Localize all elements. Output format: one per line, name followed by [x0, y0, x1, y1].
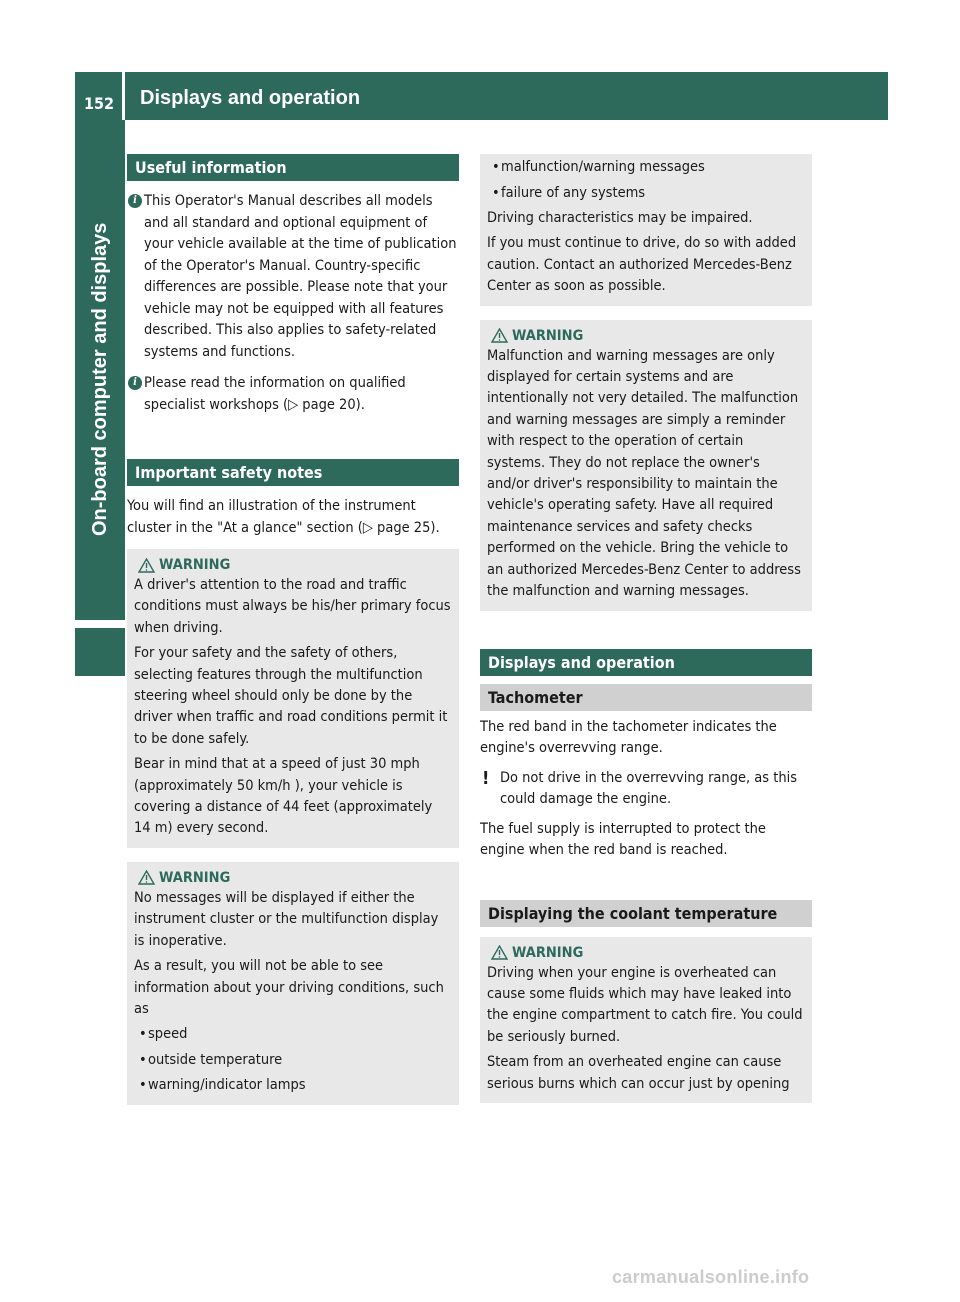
- warning-title: [134, 868, 452, 888]
- warning-paragraph: A driver's attention to the road and traffic conditions must always be his/her primary focus when driving.: [134, 577, 451, 636]
- warning-title-text: WARNING: [159, 557, 231, 573]
- warning-paragraph: No messages will be displayed if either the instrument cluster or the multifunction display is inoperative.: [134, 889, 439, 949]
- warning-box: [480, 937, 812, 1103]
- warning-paragraph: If you must continue to drive, do so with added caution. Contact an authorized Mercedes-Benz Center as soon as possible.: [487, 235, 797, 295]
- page-title: Displays and operation: [140, 87, 361, 109]
- bullet-item: • warning/indicator lamps: [134, 1075, 452, 1097]
- bullet-item: • outside temperature: [134, 1050, 452, 1072]
- warning-title-text: WARNING: [159, 869, 231, 886]
- warning-triangle-icon: [138, 870, 155, 885]
- info-icon: i: [128, 194, 142, 208]
- warning-box: [480, 320, 812, 611]
- bullet-item: • malfunction/warning messages: [487, 157, 805, 179]
- warning-title-text: WARNING: [512, 327, 584, 344]
- warning-paragraph: Malfunction and warning messages are only displayed for certain systems and are intentionally not very detailed. The malfunction and warning messages are simply a reminder with respect to the operation of certain systems. They do not replace the owner's and/or driver's responsibility to maintain the vehicle's operating safety. Have all required maintenance services and safety checks performed on the vehicle. Bring the vehicle to an authorized Mercedes-Benz Center to address the malfunction and warning messages.: [487, 347, 801, 600]
- side-tab-label: On-board computer and displays: [89, 222, 111, 536]
- bullet-item: • speed: [134, 1024, 452, 1046]
- warning-box: [127, 862, 459, 1105]
- info-note: [127, 191, 459, 363]
- useful-information-heading: Useful information: [127, 154, 459, 181]
- warning-triangle-icon: [138, 558, 155, 573]
- warning-paragraph: Driving when your engine is overheated can cause some fluids which may have leaked into the engine compartment to catch fire. You could be seriously burned.: [487, 964, 803, 1045]
- warning-paragraph: For your safety and the safety of others, selecting features through the multifunction steering wheel should only be done by the driver when traffic and road conditions permit it to be done safely.: [134, 645, 448, 747]
- side-tab-marker: [75, 628, 125, 676]
- watermark: carmanualsonline.info: [612, 1267, 810, 1287]
- warning-paragraph: Steam from an overheated engine can cause serious burns which can occur just by opening: [487, 1054, 790, 1092]
- left-column: [127, 154, 459, 1105]
- info-note: [127, 373, 459, 416]
- caution-note: [480, 768, 812, 811]
- warning-paragraph: Driving characteristics may be impaired.: [487, 210, 753, 226]
- warning-title: [134, 555, 452, 575]
- safety-text: You will find an illustration of the instrument cluster in the "At a glance" section (▷ page 25).: [127, 498, 440, 536]
- exclamation-icon: !: [482, 767, 490, 789]
- info-text: Please read the information on qualified specialist workshops (▷ page 20).: [144, 375, 406, 413]
- warning-title: [487, 326, 805, 346]
- tachometer-heading: Tachometer: [480, 684, 812, 711]
- warning-title-text: WARNING: [512, 944, 584, 961]
- tachometer-text: The fuel supply is interrupted to protect the engine when the red band is reached.: [480, 820, 766, 858]
- tachometer-text: The red band in the tachometer indicates the engine's overrevving range.: [480, 718, 777, 756]
- info-text: This Operator's Manual describes all models and all standard and optional equipment of your vehicle available at the time of publication of the Operator's Manual. Country-specific differences are possible. Please note that your vehicle may not be equipped with all features described. This also applies to safety-related systems and functions.: [144, 193, 457, 360]
- important-safety-heading: Important safety notes: [127, 459, 459, 486]
- warning-triangle-icon: [491, 328, 508, 343]
- displays-operation-heading: Displays and operation: [480, 649, 812, 676]
- warning-triangle-icon: [491, 945, 508, 960]
- caution-text: Do not drive in the overrevving range, as this could damage the engine.: [500, 769, 798, 807]
- right-column: [480, 154, 812, 1103]
- warning-paragraph: As a result, you will not be able to see information about your driving conditions, such as: [134, 958, 444, 1017]
- bullet-item: • failure of any systems: [487, 183, 805, 205]
- info-icon: i: [128, 376, 142, 390]
- warning-box: [127, 549, 459, 848]
- coolant-heading: Displaying the coolant temperature: [480, 900, 812, 927]
- warning-title: [487, 943, 805, 963]
- warning-paragraph: Bear in mind that at a speed of just 30 mph (approximately 50 km/h ), your vehicle is covering a distance of 44 feet (approximately 14 m) every second.: [134, 756, 433, 837]
- warning-box-continued: [480, 154, 812, 306]
- page-number: 152: [75, 72, 125, 120]
